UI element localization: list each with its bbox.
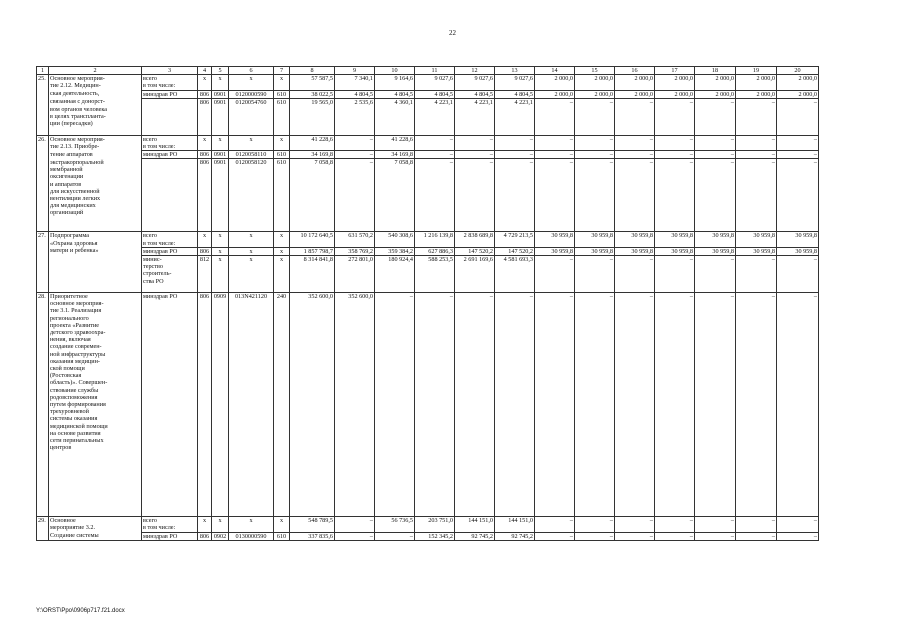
amount-cell: – [736, 256, 777, 293]
amount-cell: – [375, 293, 415, 517]
table-row [37, 151, 819, 159]
executor: всего в том числе: [142, 232, 198, 247]
row-number [37, 247, 49, 255]
amount-cell: 30 959,8 [535, 247, 575, 255]
row-number: 28. [37, 293, 49, 517]
amount-cell: – [695, 532, 736, 540]
budget-code: 0901 [212, 90, 229, 98]
amount-cell: – [575, 135, 615, 150]
amount-cell: 7 058,8 [375, 159, 415, 232]
table-row [37, 90, 819, 98]
amount-cell: 4 804,5 [455, 90, 495, 98]
column-number: 16 [615, 67, 655, 75]
row-number [37, 90, 49, 98]
budget-code: 0120058120 [229, 159, 274, 232]
column-number: 1 [37, 67, 49, 75]
amount-cell: 180 924,4 [375, 256, 415, 293]
amount-cell: 9 027,6 [415, 75, 455, 90]
amount-cell: – [495, 159, 535, 232]
amount-cell: 30 959,8 [695, 247, 736, 255]
amount-cell: 9 027,6 [455, 75, 495, 90]
amount-cell: – [575, 517, 615, 532]
amount-cell: – [495, 293, 535, 517]
budget-code: 0909 [212, 293, 229, 517]
budget-code: 610 [274, 532, 290, 540]
amount-cell: 337 835,6 [290, 532, 335, 540]
table-row [37, 293, 819, 517]
measure-name: связанная с донорст- вом органов человека в целях транспланта- ции (пересадки) [49, 98, 142, 135]
amount-cell: 2 000,0 [655, 75, 695, 90]
amount-cell: 30 959,8 [736, 232, 777, 247]
amount-cell: – [575, 293, 615, 517]
amount-cell: 540 308,6 [375, 232, 415, 247]
amount-cell: 4 223,1 [495, 98, 535, 135]
measure-name: Основное мероприятие 3.2. [49, 517, 142, 532]
amount-cell: – [575, 159, 615, 232]
amount-cell: 30 959,8 [535, 232, 575, 247]
amount-cell: 4 804,5 [415, 90, 455, 98]
column-number: 15 [575, 67, 615, 75]
amount-cell: 2 000,0 [615, 90, 655, 98]
executor: минздрав РО [142, 90, 198, 98]
budget-code: х [229, 517, 274, 532]
amount-cell: – [415, 135, 455, 150]
amount-cell: – [615, 293, 655, 517]
amount-cell: 144 151,0 [455, 517, 495, 532]
amount-cell: 588 253,5 [415, 256, 455, 293]
amount-cell: 152 345,2 [415, 532, 455, 540]
budget-code: х [212, 517, 229, 532]
budget-code: 806 [198, 247, 212, 255]
column-number: 18 [695, 67, 736, 75]
budget-code: 610 [274, 159, 290, 232]
amount-cell: 4 804,5 [495, 90, 535, 98]
amount-cell: 2 000,0 [575, 75, 615, 90]
amount-cell: 2 000,0 [777, 90, 819, 98]
amount-cell: – [335, 532, 375, 540]
column-number: 20 [777, 67, 819, 75]
measure-name: экстракорпоральной мембранной оксигенации и аппаратов для искусственной вентиляции легких для медицинских организаций [49, 159, 142, 232]
amount-cell: – [655, 151, 695, 159]
measure-name [49, 256, 142, 293]
amount-cell: – [695, 293, 736, 517]
file-path: Y:\ORST\Ppo\0906p717.f21.docx [36, 608, 125, 614]
amount-cell: – [777, 98, 819, 135]
amount-cell: 41 228,6 [375, 135, 415, 150]
row-number [37, 159, 49, 232]
amount-cell: – [375, 532, 415, 540]
budget-code: х [274, 75, 290, 90]
row-number [37, 256, 49, 293]
executor: всего в том числе: [142, 517, 198, 532]
amount-cell: – [335, 159, 375, 232]
table-row [37, 232, 819, 247]
budget-code: х [212, 256, 229, 293]
row-number [37, 151, 49, 159]
budget-code: х [274, 135, 290, 150]
amount-cell: – [736, 151, 777, 159]
amount-cell: – [535, 98, 575, 135]
amount-cell: – [535, 159, 575, 232]
amount-cell: – [335, 517, 375, 532]
amount-cell: 352 600,0 [335, 293, 375, 517]
amount-cell: – [415, 159, 455, 232]
column-number: 8 [290, 67, 335, 75]
amount-cell: – [615, 159, 655, 232]
amount-cell: 7 058,8 [290, 159, 335, 232]
budget-code: х [198, 232, 212, 247]
budget-code: х [229, 232, 274, 247]
amount-cell: 2 000,0 [535, 90, 575, 98]
budget-code: х [274, 232, 290, 247]
amount-cell: 7 340,1 [335, 75, 375, 90]
amount-cell: – [736, 293, 777, 517]
amount-cell: 1 216 139,8 [415, 232, 455, 247]
amount-cell: 147 520,2 [455, 247, 495, 255]
amount-cell: 2 838 689,8 [455, 232, 495, 247]
amount-cell: 30 959,8 [736, 247, 777, 255]
amount-cell: 57 587,5 [290, 75, 335, 90]
amount-cell: – [777, 151, 819, 159]
amount-cell: 4 360,1 [375, 98, 415, 135]
column-number: 6 [229, 67, 274, 75]
amount-cell: 30 959,8 [575, 232, 615, 247]
amount-cell: 30 959,8 [695, 232, 736, 247]
table-row [37, 159, 819, 232]
column-number: 11 [415, 67, 455, 75]
amount-cell: – [736, 159, 777, 232]
table-row [37, 517, 819, 532]
amount-cell: – [777, 517, 819, 532]
table-row [37, 135, 819, 150]
amount-cell: – [655, 256, 695, 293]
amount-cell: 30 959,8 [777, 247, 819, 255]
budget-code: 0901 [212, 159, 229, 232]
row-number: 25. [37, 75, 49, 90]
amount-cell: 272 801,0 [335, 256, 375, 293]
amount-cell: – [777, 135, 819, 150]
measure-name: ская деятельность, [49, 90, 142, 98]
budget-code: 806 [198, 293, 212, 517]
amount-cell: – [495, 151, 535, 159]
row-number: 27. [37, 232, 49, 247]
budget-code: 806 [198, 151, 212, 159]
budget-code: 610 [274, 98, 290, 135]
amount-cell: – [615, 256, 655, 293]
amount-cell: 147 520,2 [495, 247, 535, 255]
amount-cell: 19 565,0 [290, 98, 335, 135]
column-number: 5 [212, 67, 229, 75]
amount-cell: 4 581 693,3 [495, 256, 535, 293]
budget-code: 610 [274, 90, 290, 98]
amount-cell: 4 223,1 [455, 98, 495, 135]
amount-cell: 2 000,0 [615, 75, 655, 90]
row-number [37, 98, 49, 135]
amount-cell: – [495, 135, 535, 150]
amount-cell: 92 745,2 [495, 532, 535, 540]
table-row [37, 75, 819, 90]
amount-cell: 2 000,0 [736, 90, 777, 98]
amount-cell: 2 000,0 [655, 90, 695, 98]
amount-cell: – [777, 532, 819, 540]
amount-cell: – [695, 151, 736, 159]
budget-code: х [229, 135, 274, 150]
column-number: 2 [49, 67, 142, 75]
budget-code: х [212, 75, 229, 90]
amount-cell: 2 535,6 [335, 98, 375, 135]
amount-cell: 30 959,8 [655, 232, 695, 247]
amount-cell: 631 570,2 [335, 232, 375, 247]
amount-cell: – [335, 135, 375, 150]
column-number: 17 [655, 67, 695, 75]
table-row [37, 98, 819, 135]
amount-cell: – [655, 293, 695, 517]
executor: минис- терство строитель- ства РО [142, 256, 198, 293]
column-number: 19 [736, 67, 777, 75]
column-number: 12 [455, 67, 495, 75]
amount-cell: 627 886,3 [415, 247, 455, 255]
amount-cell: – [615, 532, 655, 540]
executor: минздрав РО [142, 151, 198, 159]
column-number: 10 [375, 67, 415, 75]
executor: минздрав РО [142, 293, 198, 517]
budget-code: х [212, 135, 229, 150]
amount-cell: 2 000,0 [535, 75, 575, 90]
amount-cell: – [655, 98, 695, 135]
table-row [37, 256, 819, 293]
budget-code: х [229, 75, 274, 90]
budget-code: х [274, 247, 290, 255]
row-number [37, 532, 49, 540]
executor [142, 159, 198, 232]
amount-cell: 4 804,5 [375, 90, 415, 98]
amount-cell: – [535, 256, 575, 293]
amount-cell: 2 691 169,6 [455, 256, 495, 293]
budget-code: х [212, 247, 229, 255]
budget-code: х [198, 75, 212, 90]
amount-cell: – [535, 135, 575, 150]
amount-cell: 4 729 213,5 [495, 232, 535, 247]
amount-cell: 34 169,8 [375, 151, 415, 159]
amount-cell: – [455, 293, 495, 517]
amount-cell: – [575, 256, 615, 293]
budget-code: х [229, 247, 274, 255]
budget-code: х [198, 517, 212, 532]
executor: всего в том числе: [142, 135, 198, 150]
amount-cell: – [655, 135, 695, 150]
amount-cell: – [736, 517, 777, 532]
amount-cell: – [415, 293, 455, 517]
executor [142, 98, 198, 135]
amount-cell: – [695, 517, 736, 532]
amount-cell: – [777, 293, 819, 517]
amount-cell: – [615, 135, 655, 150]
amount-cell: – [695, 159, 736, 232]
amount-cell: – [535, 293, 575, 517]
amount-cell: 92 745,2 [455, 532, 495, 540]
executor: всего в том числе: [142, 75, 198, 90]
table-row [37, 247, 819, 255]
measure-name: матери и ребенка» [49, 247, 142, 255]
budget-code: 806 [198, 532, 212, 540]
amount-cell: – [655, 532, 695, 540]
amount-cell: – [655, 159, 695, 232]
table-row [37, 532, 819, 540]
amount-cell: – [455, 151, 495, 159]
amount-cell: – [615, 98, 655, 135]
measure-name: Создание системы [49, 532, 142, 540]
executor: минздрав РО [142, 532, 198, 540]
budget-code: 0902 [212, 532, 229, 540]
amount-cell: 4 223,1 [415, 98, 455, 135]
budget-code: х [274, 256, 290, 293]
amount-cell: 9 027,6 [495, 75, 535, 90]
measure-name: Приоритетное основное мероприя- тие 3.1. Реализация регионального проекта «Развитие детского здравоохра- нения, включая создание современ- ной инфраструктуры оказания медицин- ской помощи (Ростовская область)». Совершен- ствование службы родовспоможения путем формирования трехуровневой системы оказания медицинской помощи на основе развития сети перинатальных центров [49, 293, 142, 517]
amount-cell: 144 151,0 [495, 517, 535, 532]
executor: минздрав РО [142, 247, 198, 255]
column-number: 13 [495, 67, 535, 75]
amount-cell: 30 959,8 [777, 232, 819, 247]
budget-code: 812 [198, 256, 212, 293]
budget-code: 0901 [212, 98, 229, 135]
amount-cell: 2 000,0 [777, 75, 819, 90]
amount-cell: 548 789,5 [290, 517, 335, 532]
budget-code: 0901 [212, 151, 229, 159]
amount-cell: – [615, 517, 655, 532]
amount-cell: 8 314 841,8 [290, 256, 335, 293]
amount-cell: 352 600,0 [290, 293, 335, 517]
amount-cell: 34 169,8 [290, 151, 335, 159]
amount-cell: 10 172 640,5 [290, 232, 335, 247]
amount-cell: 4 804,5 [335, 90, 375, 98]
amount-cell: – [575, 532, 615, 540]
amount-cell: 41 228,6 [290, 135, 335, 150]
column-number: 4 [198, 67, 212, 75]
measure-name: Подпрограмма «Охрана здоровья [49, 232, 142, 247]
budget-code: х [274, 517, 290, 532]
budget-code: 0120054760 [229, 98, 274, 135]
amount-cell: – [655, 517, 695, 532]
budget-code: 0120058110 [229, 151, 274, 159]
budget-code: 806 [198, 98, 212, 135]
amount-cell: 30 959,8 [615, 247, 655, 255]
amount-cell: – [777, 159, 819, 232]
amount-cell: – [575, 98, 615, 135]
column-number: 7 [274, 67, 290, 75]
amount-cell: – [695, 135, 736, 150]
budget-code: 610 [274, 151, 290, 159]
amount-cell: – [455, 159, 495, 232]
amount-cell: – [535, 151, 575, 159]
amount-cell: 1 857 798,7 [290, 247, 335, 255]
amount-cell: – [455, 135, 495, 150]
amount-cell: – [777, 256, 819, 293]
column-number: 14 [535, 67, 575, 75]
amount-cell: 9 164,6 [375, 75, 415, 90]
budget-code: 0130000590 [229, 532, 274, 540]
amount-cell: 30 959,8 [575, 247, 615, 255]
column-number-row [37, 67, 819, 75]
amount-cell: 359 384,2 [375, 247, 415, 255]
amount-cell: – [695, 256, 736, 293]
amount-cell: – [736, 135, 777, 150]
amount-cell: 358 769,2 [335, 247, 375, 255]
amount-cell: – [535, 532, 575, 540]
budget-code: 240 [274, 293, 290, 517]
amount-cell: – [736, 98, 777, 135]
page-number: 22 [449, 29, 456, 37]
amount-cell: 2 000,0 [695, 90, 736, 98]
amount-cell: 2 000,0 [575, 90, 615, 98]
budget-code: х [229, 256, 274, 293]
amount-cell: 203 751,0 [415, 517, 455, 532]
amount-cell: – [615, 151, 655, 159]
budget-table [36, 66, 819, 541]
budget-code: х [212, 232, 229, 247]
amount-cell: – [535, 517, 575, 532]
measure-name: Основное мероприя- тие 2.12. Медицин- [49, 75, 142, 90]
amount-cell: 38 022,5 [290, 90, 335, 98]
amount-cell: – [575, 151, 615, 159]
measure-name: тение аппаратов [49, 151, 142, 159]
column-number: 3 [142, 67, 198, 75]
row-number: 26. [37, 135, 49, 150]
budget-code: 806 [198, 90, 212, 98]
amount-cell: 30 959,8 [615, 232, 655, 247]
row-number: 29. [37, 517, 49, 532]
budget-code: х [198, 135, 212, 150]
column-number: 9 [335, 67, 375, 75]
amount-cell: 2 000,0 [736, 75, 777, 90]
amount-cell: – [736, 532, 777, 540]
amount-cell: – [415, 151, 455, 159]
amount-cell: 30 959,8 [655, 247, 695, 255]
budget-code: 806 [198, 159, 212, 232]
amount-cell: 56 736,5 [375, 517, 415, 532]
amount-cell: – [335, 151, 375, 159]
measure-name: Основное мероприя- тие 2.13. Приобре- [49, 135, 142, 150]
budget-code: 013N421120 [229, 293, 274, 517]
amount-cell: 2 000,0 [695, 75, 736, 90]
budget-code: 0120000590 [229, 90, 274, 98]
amount-cell: – [695, 98, 736, 135]
